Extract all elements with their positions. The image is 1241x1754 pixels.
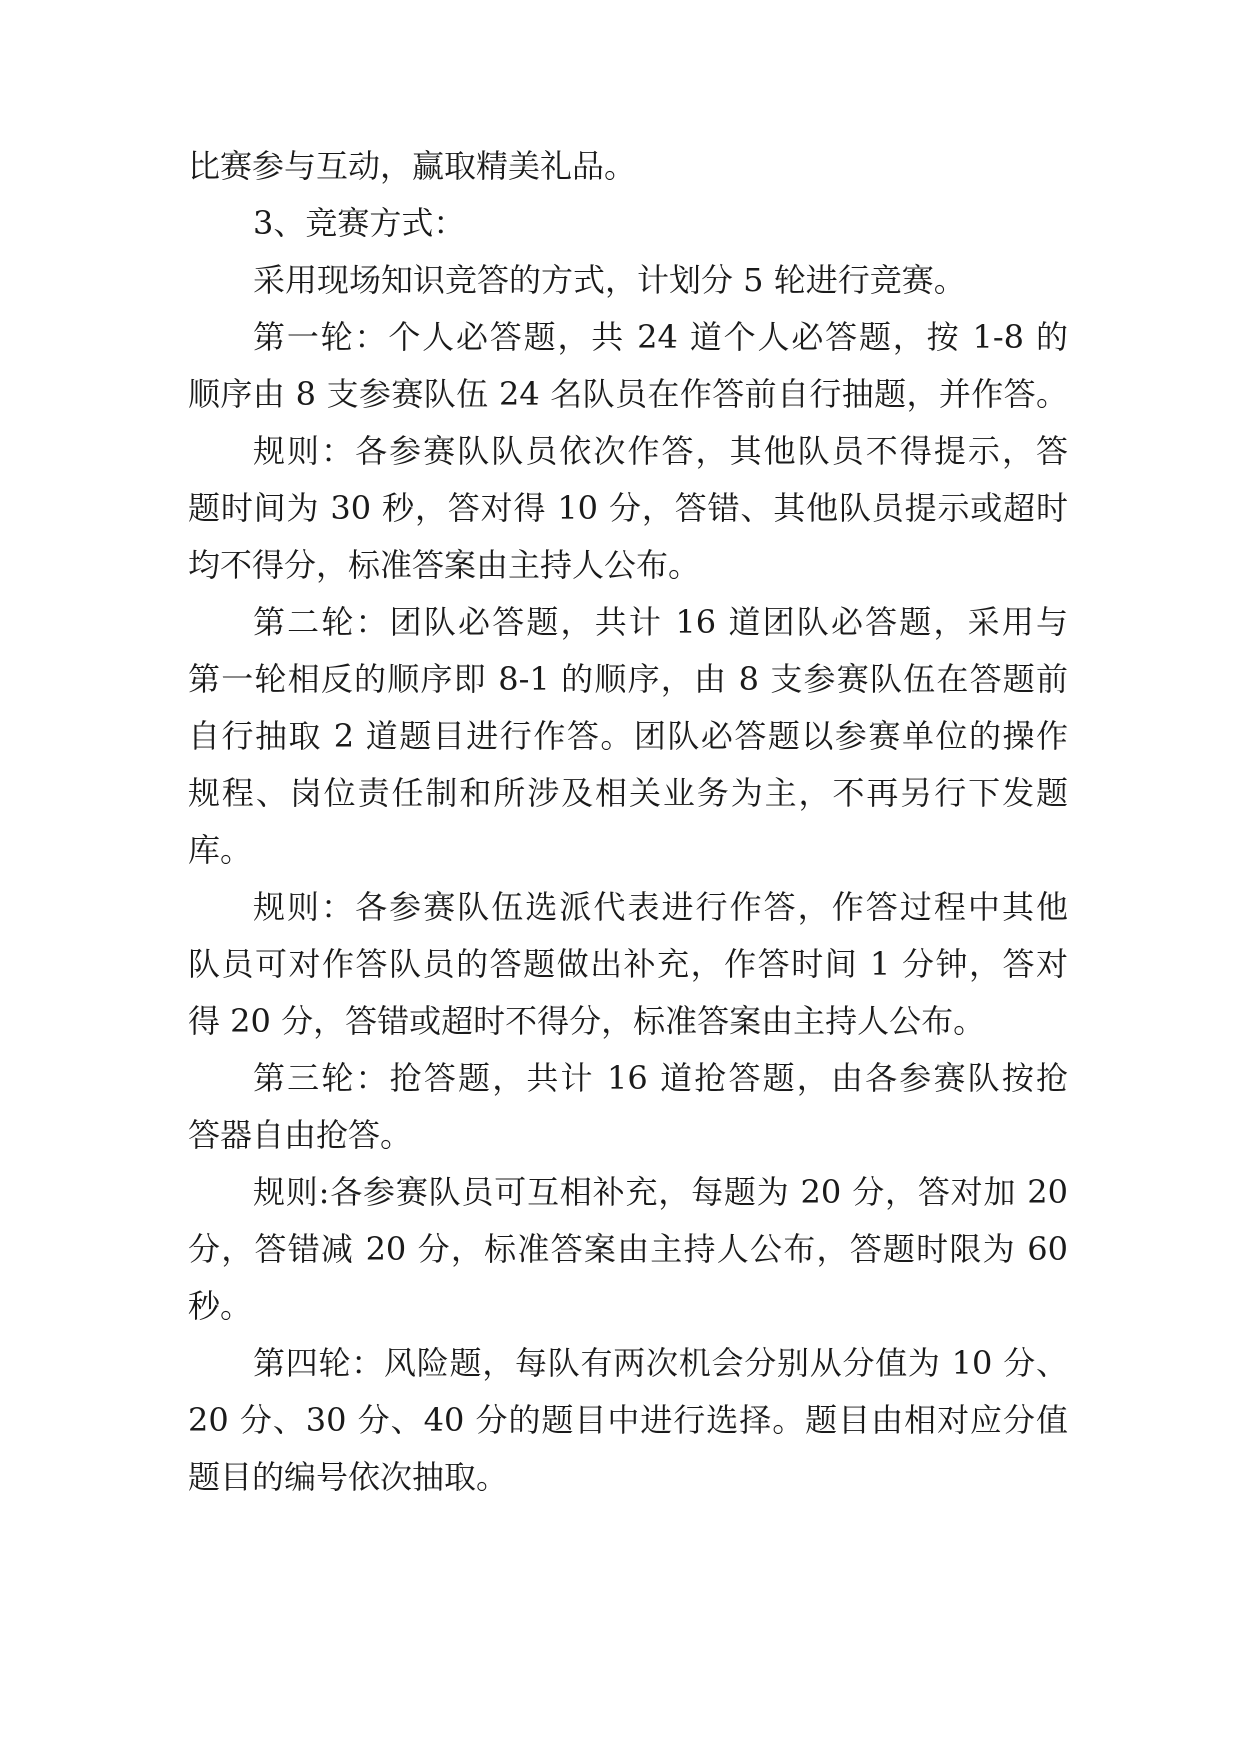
text-line-15: 队员可对作答队员的答题做出补充，作答时间 1 分钟，答对 (188, 945, 1068, 983)
text-line-13: 库。 (188, 831, 253, 869)
text-line-8: 均不得分，标准答案由主持人公布。 (188, 546, 701, 584)
text-line-7: 题时间为 30 秒，答对得 10 分，答错、其他队员提示或超时 (188, 489, 1068, 527)
text-line-3: 采用现场知识竞答的方式，计划分 5 轮进行竞赛。 (253, 261, 966, 299)
text-line-21: 秒。 (188, 1287, 253, 1325)
round-2-heading-line: 第二轮：团队必答题，共计 16 道团队必答题，采用与 (253, 603, 1068, 641)
round-4-heading-line: 第四轮：风险题，每队有两次机会分别从分值为 10 分、 (253, 1344, 1068, 1382)
text-line-11: 自行抽取 2 道题目进行作答。团队必答题以参赛单位的操作 (188, 717, 1068, 755)
rule-1-line: 规则：各参赛队队员依次作答，其他队员不得提示，答 (253, 432, 1068, 470)
text-line-5: 顺序由 8 支参赛队伍 24 名队员在作答前自行抽题，并作答。 (188, 375, 1068, 413)
text-line-23: 20 分、30 分、40 分的题目中进行选择。题目由相对应分值 (188, 1401, 1068, 1439)
text-line-20: 分，答错减 20 分，标准答案由主持人公布，答题时限为 60 (188, 1230, 1068, 1268)
round-1-heading-line: 第一轮：个人必答题，共 24 道个人必答题，按 1-8 的 (253, 318, 1068, 356)
text-line-16: 得 20 分，答错或超时不得分，标准答案由主持人公布。 (188, 1002, 986, 1040)
rule-3-line: 规则:各参赛队员可互相补充，每题为 20 分，答对加 20 (253, 1173, 1068, 1211)
text-line-10: 第一轮相反的顺序即 8-1 的顺序，由 8 支参赛队伍在答题前 (188, 660, 1068, 698)
text-line-18: 答器自由抢答。 (188, 1116, 413, 1154)
rule-2-line: 规则：各参赛队伍选派代表进行作答，作答过程中其他 (253, 888, 1068, 926)
text-line-12: 规程、岗位责任制和所涉及相关业务为主，不再另行下发题 (188, 774, 1068, 812)
section-heading: 3、竞赛方式： (253, 204, 466, 242)
text-line-1: 比赛参与互动，赢取精美礼品。 (188, 147, 637, 185)
text-line-24: 题目的编号依次抽取。 (188, 1458, 509, 1496)
round-3-heading-line: 第三轮：抢答题，共计 16 道抢答题，由各参赛队按抢 (253, 1059, 1068, 1097)
